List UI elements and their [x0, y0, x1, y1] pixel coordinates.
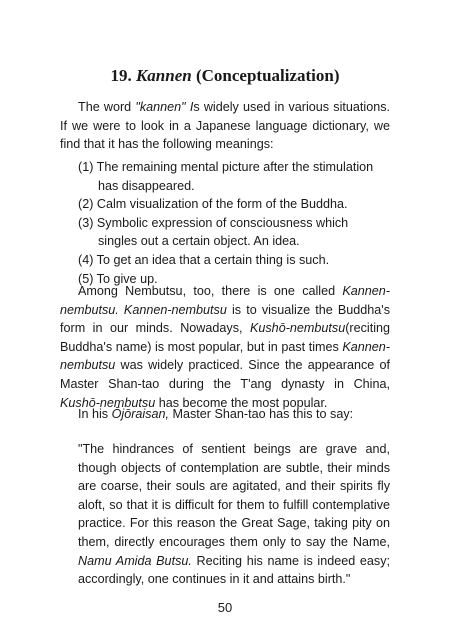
nembutsu-paragraph	[60, 282, 390, 412]
p2-term-f: Kannen-nembutsu	[60, 339, 390, 373]
p2-text-a: Among Nembutsu, too, there is one called	[78, 284, 343, 298]
section-number: 19.	[110, 66, 132, 85]
list-item: (4) To get an idea that a certain thing is such.	[78, 252, 330, 267]
p2-text-e: (reciting Buddha's name) is most popular, but in past times	[60, 321, 390, 354]
quote-text-a: "The hindrances of sentient beings are grave and, though objects of contemplation are subtle, their minds are coarse, their souls are agitated, and their spirits fly aloft, so that it is difficult for them to fulfill contemplative practice. For this reason the Great Sage, taking pity on them, directly encourages them only to say the Name,	[78, 442, 390, 549]
intro-paragraph	[60, 98, 390, 154]
quote-name: Namu Amida Butsu.	[78, 553, 192, 568]
section-title	[0, 66, 450, 86]
meanings-list	[78, 158, 390, 288]
block-quote	[78, 440, 390, 589]
p2-text-c: is to visualize the Buddha's form in our minds. Nowadays,	[60, 302, 390, 336]
list-item: (2) Calm visualization of the form of the Buddha.	[78, 197, 348, 212]
page-number: 50	[217, 600, 233, 615]
p3-text-a: In his	[78, 407, 112, 421]
citation-intro-paragraph	[60, 405, 390, 424]
intro-term: "kannen" I	[135, 100, 194, 114]
section-keyword: Kannen	[135, 66, 192, 85]
quote-text-c: Reciting his name is indeed easy; accordingly, one continues in it and attains birth."	[78, 553, 391, 587]
p2-term-h: Kushō-nembutsu	[60, 395, 156, 410]
list-item: (3) Symbolic expression of consciousness which singles out a certain object. An idea.	[78, 215, 349, 249]
intro-text-a: The word	[78, 100, 136, 114]
p2-term-d: Kushō-nembutsu	[249, 321, 346, 336]
intro-text-c: s widely used in various situations. If we were to look in a Japanese language dictionary, we find that it has the following meanings:	[60, 100, 390, 152]
list-item: (1) The remaining mental picture after the stimulation has disappeared.	[78, 160, 374, 193]
p3-text-c: Master Shan-tao has this to say:	[169, 407, 354, 421]
p2-term-b: Kannen-nembutsu. Kannen-nembutsu	[60, 284, 390, 317]
section-subtitle: (Conceptualization)	[195, 66, 340, 85]
p3-work-title: Ōjōraisan,	[111, 407, 170, 421]
p2-text-i: has become the most popular.	[155, 395, 328, 410]
list-item: (5) To give up.	[78, 271, 158, 286]
p2-text-g: was widely practiced. Since the appearance of Master Shan-tao during the T'ang dynasty in China,	[60, 358, 390, 391]
